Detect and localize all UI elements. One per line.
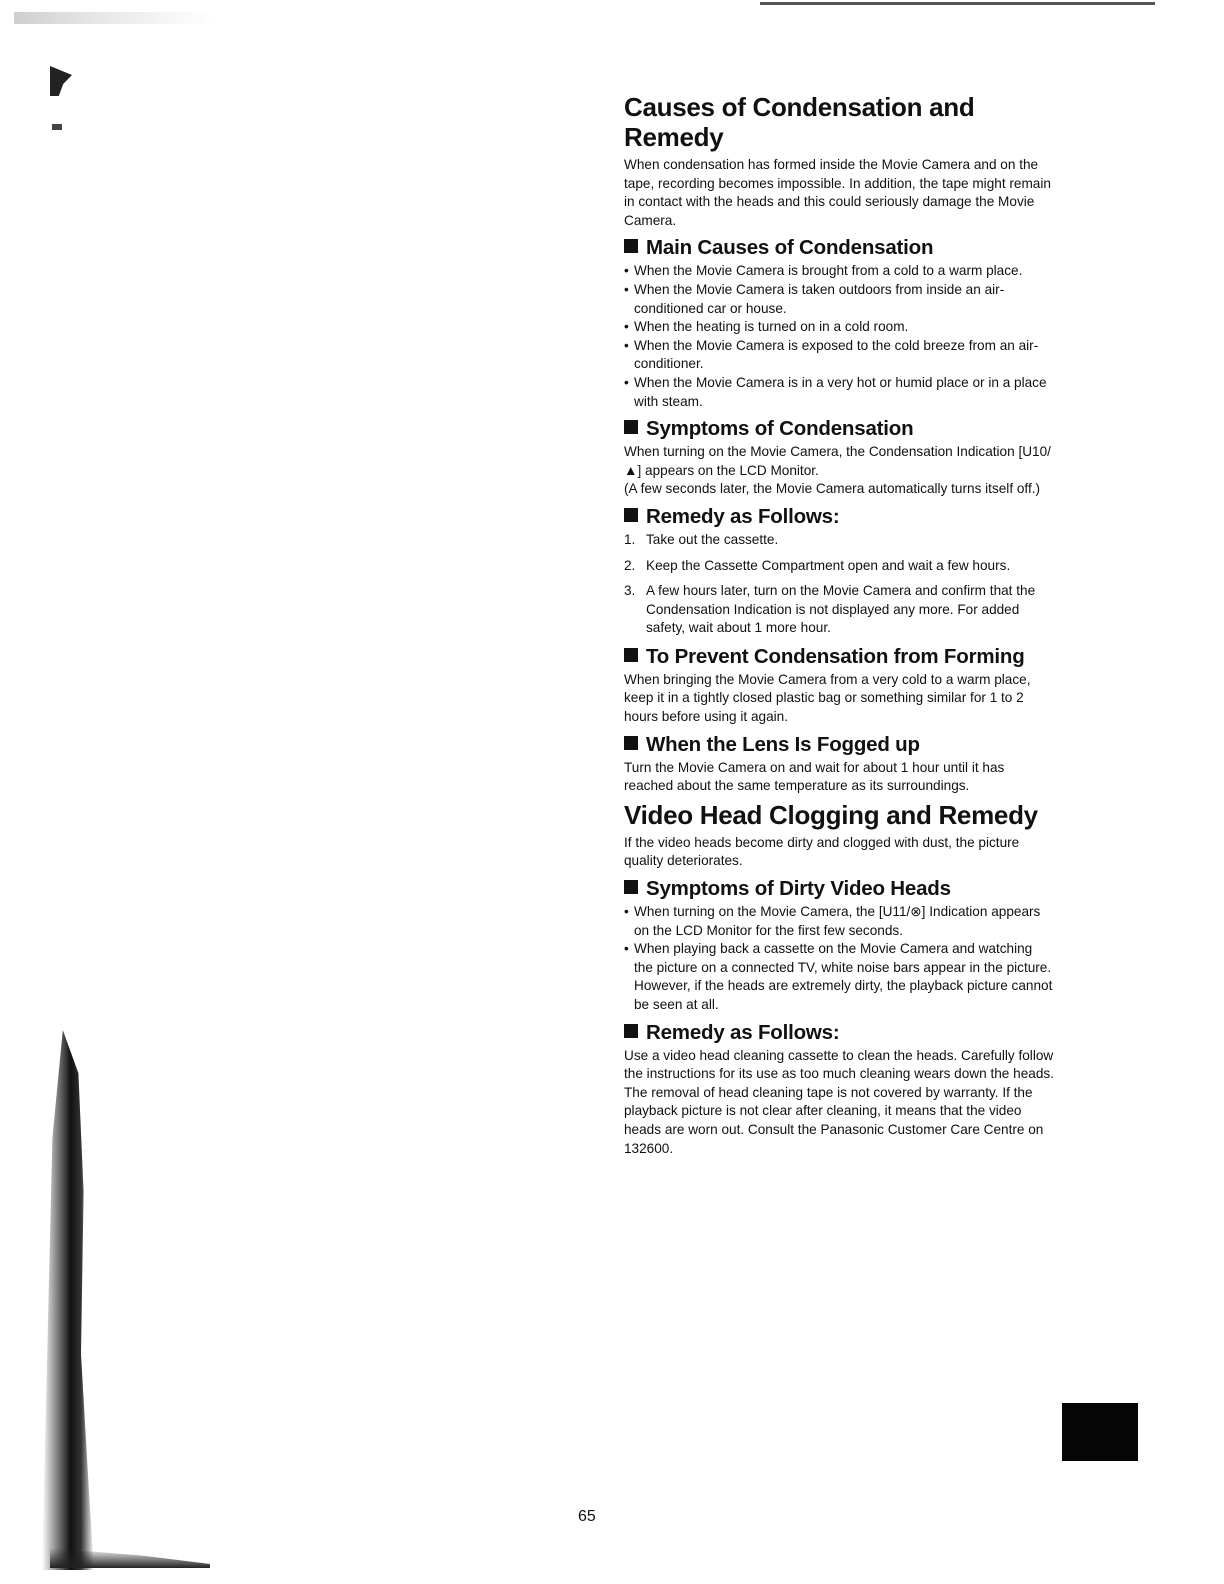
square-bullet-icon — [624, 648, 638, 662]
heading-lens-text: When the Lens Is Fogged up — [646, 732, 920, 756]
square-bullet-icon — [624, 420, 638, 434]
remedy-2-text: Use a video head cleaning cassette to clean the heads. Carefully follow the instructions for its use as too much cleaning wears down the heads. The removal of head cleaning tape is not covered by warranty. If the playback picture is not clear after cleaning, it means that the video heads are worn out. Consult the Panasonic Customer Care Centre on 132600. — [624, 1047, 1054, 1156]
page-thumb-tab — [1062, 1403, 1138, 1461]
step-text: Keep the Cassette Compartment open and wait a few hours. — [646, 557, 1011, 573]
square-bullet-icon — [624, 239, 638, 253]
symptoms-para-1: When turning on the Movie Camera, the Condensation Indication [U10/▲] appears on the LCD Monitor. — [624, 444, 1051, 478]
list-item: • When the Movie Camera is brought from a cold to a warm place. — [624, 262, 1054, 281]
square-bullet-icon — [624, 1024, 638, 1038]
list-item — [624, 582, 1054, 638]
scan-artifact-left-edge — [42, 1030, 94, 1570]
step-number: 2. — [624, 557, 636, 573]
lens-text: Turn the Movie Camera on and wait for about 1 hour until it has reached about the same temperature as its surroundings. — [624, 759, 1005, 794]
heading-symptoms — [624, 417, 1054, 441]
heading-main-causes-text: Main Causes of Condensation — [646, 236, 934, 260]
list-item: • When the Movie Camera is in a very hot or humid place or in a place with steam. — [624, 374, 1054, 411]
heading-main-causes — [624, 236, 1054, 260]
step-number: 3. — [624, 583, 636, 599]
list-item — [624, 531, 1054, 550]
prevent-text: When bringing the Movie Camera from a very cold to a warm place, keep it in a tightly closed plastic bag or something similar for 1 to 2 hours before using it again. — [624, 671, 1031, 725]
square-bullet-icon — [624, 880, 638, 894]
heading-remedy-1 — [624, 505, 1054, 529]
dirty-heads-list — [624, 903, 1054, 1015]
list-item: • When the Movie Camera is taken outdoors from inside an air-conditioned car or house. — [624, 281, 1054, 318]
symptoms-para-2: (A few seconds later, the Movie Camera automatically turns itself off.) — [624, 481, 1041, 497]
scan-artifact-bottom — [50, 1548, 210, 1568]
heading-prevent-text: To Prevent Condensation from Forming — [646, 644, 1025, 668]
step-number: 1. — [624, 531, 636, 547]
heading-dirty-heads-text: Symptoms of Dirty Video Heads — [646, 877, 951, 901]
square-bullet-icon — [624, 508, 638, 522]
list-item: • When the heating is turned on in a cold room. — [624, 318, 1054, 337]
heading-remedy-2-text: Remedy as Follows: — [646, 1020, 840, 1044]
heading-prevent — [624, 645, 1054, 669]
heading-symptoms-text: Symptoms of Condensation — [646, 417, 914, 441]
scan-artifact-mark — [50, 66, 72, 96]
heading-remedy-1-text: Remedy as Follows: — [646, 504, 840, 528]
scan-artifact-mark-small — [52, 124, 62, 130]
heading-dirty-heads — [624, 877, 1054, 901]
step-text: A few hours later, turn on the Movie Camera and confirm that the Condensation Indication is not displayed any more. For added safety, wait about 1 more hour. — [646, 583, 1036, 636]
causes-intro: When condensation has formed inside the Movie Camera and on the tape, recording becomes impossible. In addition, the tape might remain in contact with the heads and this could seriously damage the Movie Camera. — [624, 157, 1051, 228]
heading-remedy-2 — [624, 1021, 1054, 1045]
list-item: • When the Movie Camera is exposed to the cold breeze from an air-conditioner. — [624, 337, 1054, 374]
main-causes-list — [624, 262, 1054, 411]
section-title-causes: Causes of Condensation and Remedy — [624, 92, 975, 152]
list-item: • When turning on the Movie Camera, the [U11/⊗] Indication appears on the LCD Monitor for the first few seconds. — [624, 903, 1054, 940]
scan-artifact-top-left — [14, 12, 214, 24]
square-bullet-icon — [624, 736, 638, 750]
page-number: 65 — [578, 1508, 596, 1525]
scan-artifact-top-line — [760, 2, 1155, 5]
section-title-head-clogging: Video Head Clogging and Remedy — [624, 799, 1038, 830]
list-item: • When playing back a cassette on the Movie Camera and watching the picture on a connected TV, white noise bars appear in the picture. However, if the heads are extremely dirty, the playback picture cannot be seen at all. — [624, 940, 1054, 1014]
head-clogging-intro: If the video heads become dirty and clogged with dust, the picture quality deteriorates. — [624, 834, 1020, 869]
step-text: Take out the cassette. — [646, 531, 779, 547]
heading-lens — [624, 733, 1054, 757]
content-column — [624, 92, 1054, 1158]
list-item — [624, 557, 1054, 576]
remedy-steps — [624, 531, 1054, 638]
